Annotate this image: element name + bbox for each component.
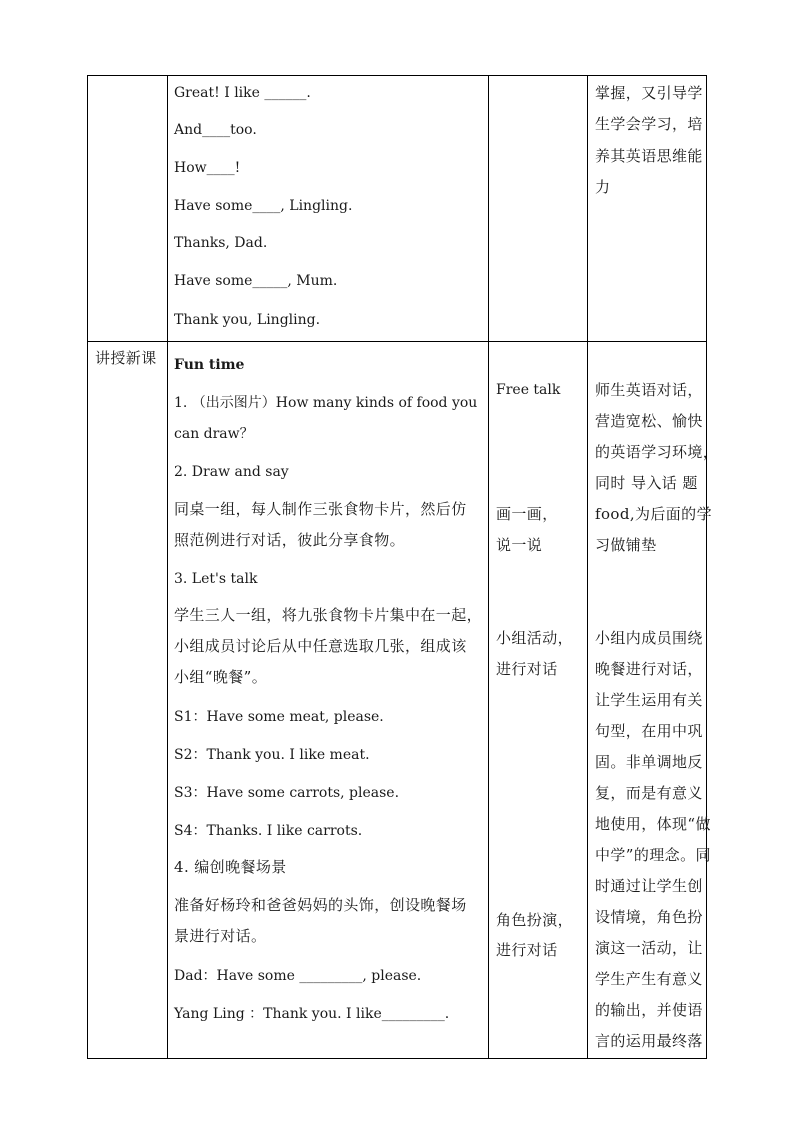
table-border-top: [87, 75, 707, 76]
design-note-line: 力: [595, 178, 611, 196]
content-line: 小组“晚餐”。: [174, 668, 268, 686]
activity-line: 说一说: [496, 536, 543, 554]
table-column-divider: [587, 75, 588, 1059]
design-note-line: 复，而是有意义: [595, 784, 703, 802]
activity-line: 画一画，: [496, 505, 558, 523]
design-note-line: 设情境，角色扮: [595, 908, 703, 926]
content-line: 同桌一组，每人制作三张食物卡片，然后仿: [174, 500, 467, 518]
design-note-line: 言的运用最终落: [595, 1032, 703, 1050]
activity-line: Free talk: [496, 382, 561, 398]
design-note-line: 养其英语思维能: [595, 147, 703, 165]
design-note-line: 习做铺垫: [595, 536, 657, 554]
content-line: S1：Have some meat, please.: [174, 709, 384, 725]
dialogue-line: Have some____, Lingling.: [174, 198, 353, 214]
activity-line: 进行对话: [496, 941, 558, 959]
content-line: Yang Ling ：Thank you. I like_________.: [174, 1006, 450, 1022]
design-note-line: 的英语学习环境，: [595, 443, 719, 461]
design-note-line: 掌握，又引导学: [595, 84, 703, 102]
table-column-divider: [488, 75, 489, 1059]
content-line: 准备好杨玲和爸爸妈妈的头饰，创设晚餐场: [174, 896, 467, 914]
design-note-line: 固。非单调地反: [595, 753, 703, 771]
content-line: Dad：Have some _________, please.: [174, 968, 422, 984]
table-border-bottom: [87, 1058, 707, 1059]
design-note-line: 学生产生有意义: [595, 970, 703, 988]
design-note-line: food,为后面的学: [595, 505, 712, 523]
design-note-line: 生学会学习，培: [595, 115, 703, 133]
content-line: S4：Thanks. I like carrots.: [174, 823, 363, 839]
dialogue-line: Thanks, Dad.: [174, 235, 268, 251]
design-note-line: 同时 导入话 题: [595, 474, 698, 492]
content-line: can draw？: [174, 426, 254, 442]
dialogue-line: Great! I like ______.: [174, 85, 311, 101]
dialogue-line: And____too.: [174, 122, 257, 138]
design-note-line: 小组内成员围绕: [595, 629, 703, 647]
section-label: 讲授新课: [95, 349, 157, 367]
activity-line: 角色扮演，: [496, 911, 574, 929]
section-heading: Fun time: [174, 357, 245, 373]
content-line: 1. （出示图片）How many kinds of food you: [174, 395, 478, 411]
content-line: 学生三人一组，将九张食物卡片集中在一起，: [174, 606, 483, 624]
content-line: 2. Draw and say: [174, 464, 289, 480]
design-note-line: 地使用，体现“做: [595, 815, 711, 833]
design-note-line: 中学”的理念。同: [595, 846, 711, 864]
content-line: 4. 编创晚餐场景: [174, 858, 287, 876]
dialogue-line: How____!: [174, 160, 241, 176]
content-line: 照范例进行对话，彼此分享食物。: [174, 531, 406, 549]
activity-line: 进行对话: [496, 660, 558, 678]
design-note-line: 演这一活动，让: [595, 939, 703, 957]
table-border-right: [706, 75, 707, 1059]
design-note-line: 营造宽松、愉快: [595, 412, 703, 430]
design-note-line: 句型，在用中巩: [595, 722, 703, 740]
content-line: 3. Let's talk: [174, 571, 258, 587]
activity-line: 小组活动，: [496, 629, 574, 647]
design-note-line: 师生英语对话，: [595, 381, 703, 399]
table-column-divider: [167, 75, 168, 1059]
content-line: 小组成员讨论后从中任意选取几张，组成该: [174, 637, 467, 655]
dialogue-line: Have some_____, Mum.: [174, 273, 338, 289]
design-note-line: 时通过让学生创: [595, 877, 703, 895]
design-note-line: 的输出，并使语: [595, 1001, 703, 1019]
dialogue-line: Thank you, Lingling.: [174, 312, 321, 328]
table-row-divider: [87, 341, 707, 342]
content-line: S2：Thank you. I like meat.: [174, 747, 370, 763]
table-border-left: [87, 75, 88, 1059]
design-note-line: 让学生运用有关: [595, 691, 703, 709]
design-note-line: 晚餐进行对话，: [595, 660, 703, 678]
content-line: S3：Have some carrots, please.: [174, 785, 400, 801]
content-line: 景进行对话。: [174, 927, 267, 945]
